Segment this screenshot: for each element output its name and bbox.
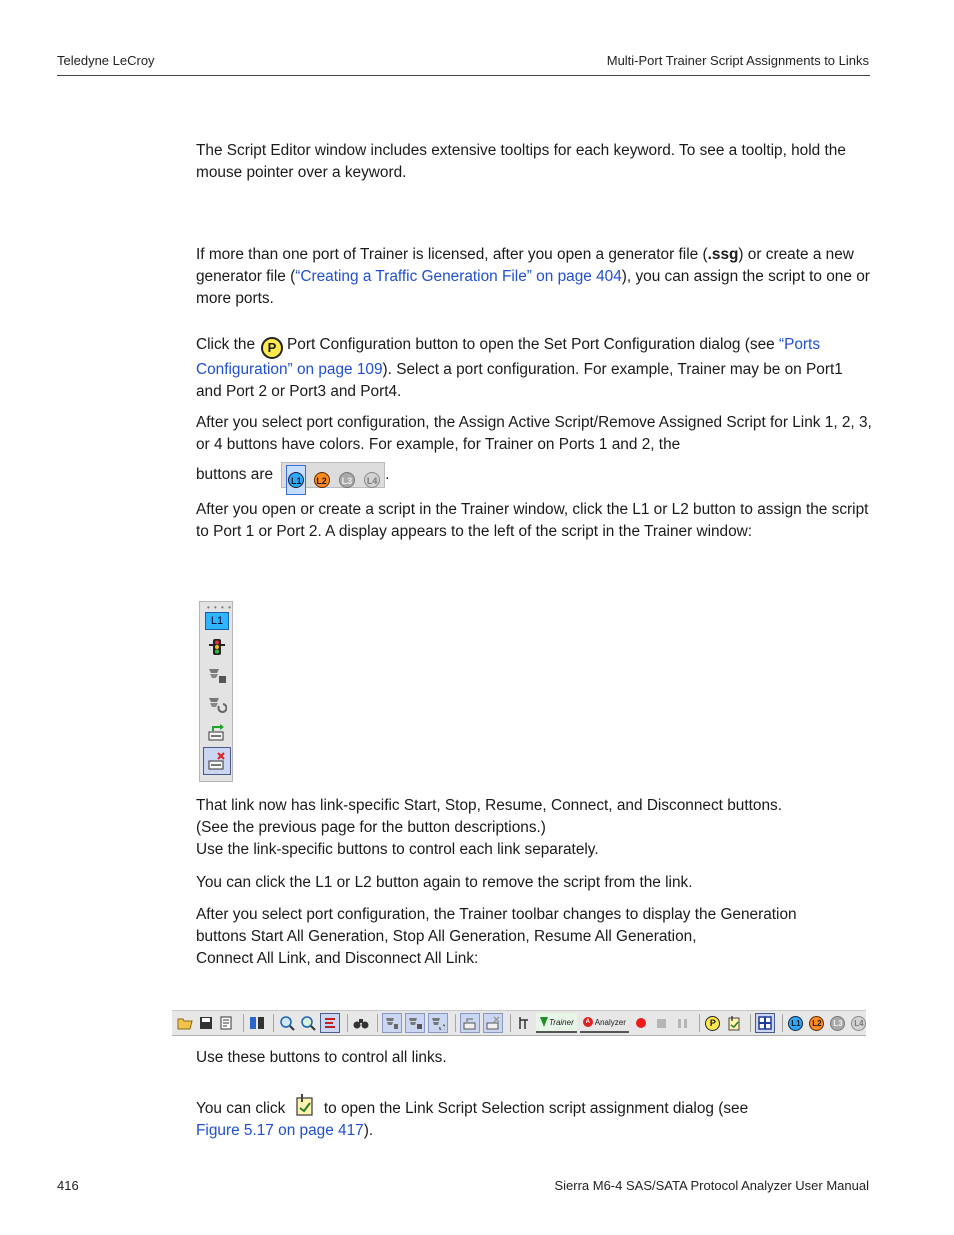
connect-all-link-icon[interactable] [460,1013,480,1033]
link-2-icon: L2 [314,472,330,488]
open-folder-icon[interactable] [176,1014,194,1032]
text: After you select port configuration, the Assign Active Script/Remove Assigned Script for Link 1, 2, 3, or 4 buttons have colors. For example, for Trainer on Ports 1 and 2, the [196,414,872,453]
analyzer-icon: A [583,1017,593,1027]
stop-all-generation-icon[interactable] [405,1013,425,1033]
link-ports-configuration[interactable]: “Ports Configuration” on page 109 [196,336,821,378]
link-3-icon: L3 [339,472,355,488]
link-1-icon: L1 [288,472,304,488]
disconnect-link-button[interactable] [203,747,231,775]
header-right: Multi-Port Trainer Script Assignments to Links [606,53,869,68]
trainer-label: Trainer [549,1017,574,1027]
disconnect-link-icon [207,751,227,771]
paragraph-assign-script: After you open or create a script in the Trainer window, click the L1 or L2 button to assign the script to Port 1 or Port 2. A display appears to the left of the script in the Trainer window: [196,501,869,540]
wrap-icon[interactable] [320,1013,340,1033]
start-all-generation-icon[interactable] [382,1013,402,1033]
toolbar-separator [750,1014,751,1032]
hex-view-icon[interactable] [248,1014,266,1032]
text-line: Connect All Link, and Disconnect All Link: [196,950,479,967]
trainer-toolbar [172,1010,866,1036]
text: If more than one port of Trainer is licensed, after you open a generator file ( [196,246,708,263]
header-rule [57,75,870,76]
toolbar-link-1-icon[interactable] [787,1014,805,1032]
paragraph-link-colors [196,412,872,456]
text: Click the [196,336,256,353]
link-script-selection-icon[interactable] [725,1014,743,1032]
footer-title: Sierra M6-4 SAS/SATA Protocol Analyzer User Manual [554,1178,869,1193]
toolbar-separator [347,1014,348,1032]
disconnect-all-link-icon[interactable] [483,1013,503,1033]
page-number: 416 [57,1178,79,1193]
paragraph-link-specific [196,795,872,861]
resume-all-generation-icon[interactable] [428,1013,448,1033]
toolbar-link-1-label: L1 [788,1016,803,1031]
stop-record-icon[interactable] [653,1014,671,1032]
port-config-icon: P [261,337,283,359]
toolbar-link-3-icon[interactable] [829,1014,847,1032]
link-creating-traffic-file[interactable]: “Creating a Traffic Generation File” on page 404 [295,268,622,285]
text: to open the Link Script Selection script assignment dialog (see [323,1100,749,1117]
toolbar-link-4-icon[interactable] [850,1014,868,1032]
toolbar-separator [455,1014,456,1032]
link-vertical-toolbar [199,601,233,782]
header-left: Teledyne LeCroy [57,53,155,68]
record-icon[interactable] [632,1014,650,1032]
link-1-selected-frame [286,465,306,495]
find-icon[interactable] [352,1014,370,1032]
toolbar-separator [699,1014,700,1032]
zoom-out-icon[interactable] [299,1014,317,1032]
toolbar-link-3-label: L3 [830,1016,845,1031]
toolbar-separator [273,1014,274,1032]
paragraph-link-script-selection [196,1093,872,1142]
pause-icon[interactable] [674,1014,692,1032]
port-config-letter: P [705,1016,720,1031]
trainer-icon [539,1016,549,1028]
text-line: buttons Start All Generation, Stop All Generation, Resume All Generation, [196,928,697,945]
grid-view-icon[interactable] [755,1013,775,1033]
zoom-in-icon[interactable] [278,1014,296,1032]
text-line: (See the previous page for the button descriptions.) [196,819,546,836]
start-link-icon[interactable] [207,637,227,657]
toolbar-separator [510,1014,511,1032]
analyzer-label: Analyzer [594,1017,626,1027]
edit-icon[interactable] [218,1014,236,1032]
link-script-selection-inline-icon [293,1093,317,1117]
toolbar-separator [782,1014,783,1032]
filter-icon[interactable] [515,1014,533,1032]
analyzer-mode-button[interactable] [580,1013,629,1033]
paragraph-port-config [196,334,872,403]
connect-link-icon[interactable] [207,722,227,742]
grip-dots: • • • • [207,603,232,612]
paragraph-buttons-are [196,462,872,488]
toolbar-link-4-label: L4 [851,1016,866,1031]
text-line: That link now has link-specific Start, Stop, Resume, Connect, and Disconnect buttons. [196,797,782,814]
text: ). Select a port configuration. For example, Trainer may be on Port1 and Port 2 or Port3 and Port4. [196,361,843,400]
paragraph-toolbar-changes [196,904,872,970]
paragraph-control-all: Use these buttons to control all links. [196,1049,447,1066]
trainer-mode-button[interactable] [536,1013,577,1033]
text: buttons are [196,466,274,484]
text: ). [363,1122,374,1139]
stop-link-icon[interactable] [207,665,227,685]
toolbar-separator [377,1014,378,1032]
text: ) or create a new generator file ( [196,246,854,285]
paragraph-tooltips: The Script Editor window includes extensive tooltips for each keyword. To see a tooltip, hold the mouse pointer over a keyword. [196,142,846,181]
paragraph-assign-ports [196,244,872,310]
text-line: After you select port configuration, the Trainer toolbar changes to display the Generation [196,906,797,923]
resume-link-icon[interactable] [207,694,227,714]
save-icon[interactable] [197,1014,215,1032]
link-figure-5-17[interactable]: Figure 5.17 on page 417 [196,1122,364,1139]
link-1-label[interactable]: L1 [205,612,229,630]
text: Port Configuration button to open the Set Port Configuration dialog (see [287,336,779,353]
text-line: Use the link-specific buttons to control each link separately. [196,841,599,858]
paragraph-remove-script: You can click the L1 or L2 button again to remove the script from the link. [196,874,693,891]
toolbar-link-2-label: L2 [809,1016,824,1031]
link-4-icon: L4 [364,472,380,488]
port-configuration-icon[interactable] [704,1014,722,1032]
link-buttons-strip [281,462,385,488]
text: You can click [196,1100,286,1117]
period: . [385,466,390,484]
ssg-extension: .ssg [707,246,739,263]
toolbar-separator [243,1014,244,1032]
text: ), you can assign the script to one or more ports. [196,268,870,307]
toolbar-link-2-icon[interactable] [808,1014,826,1032]
